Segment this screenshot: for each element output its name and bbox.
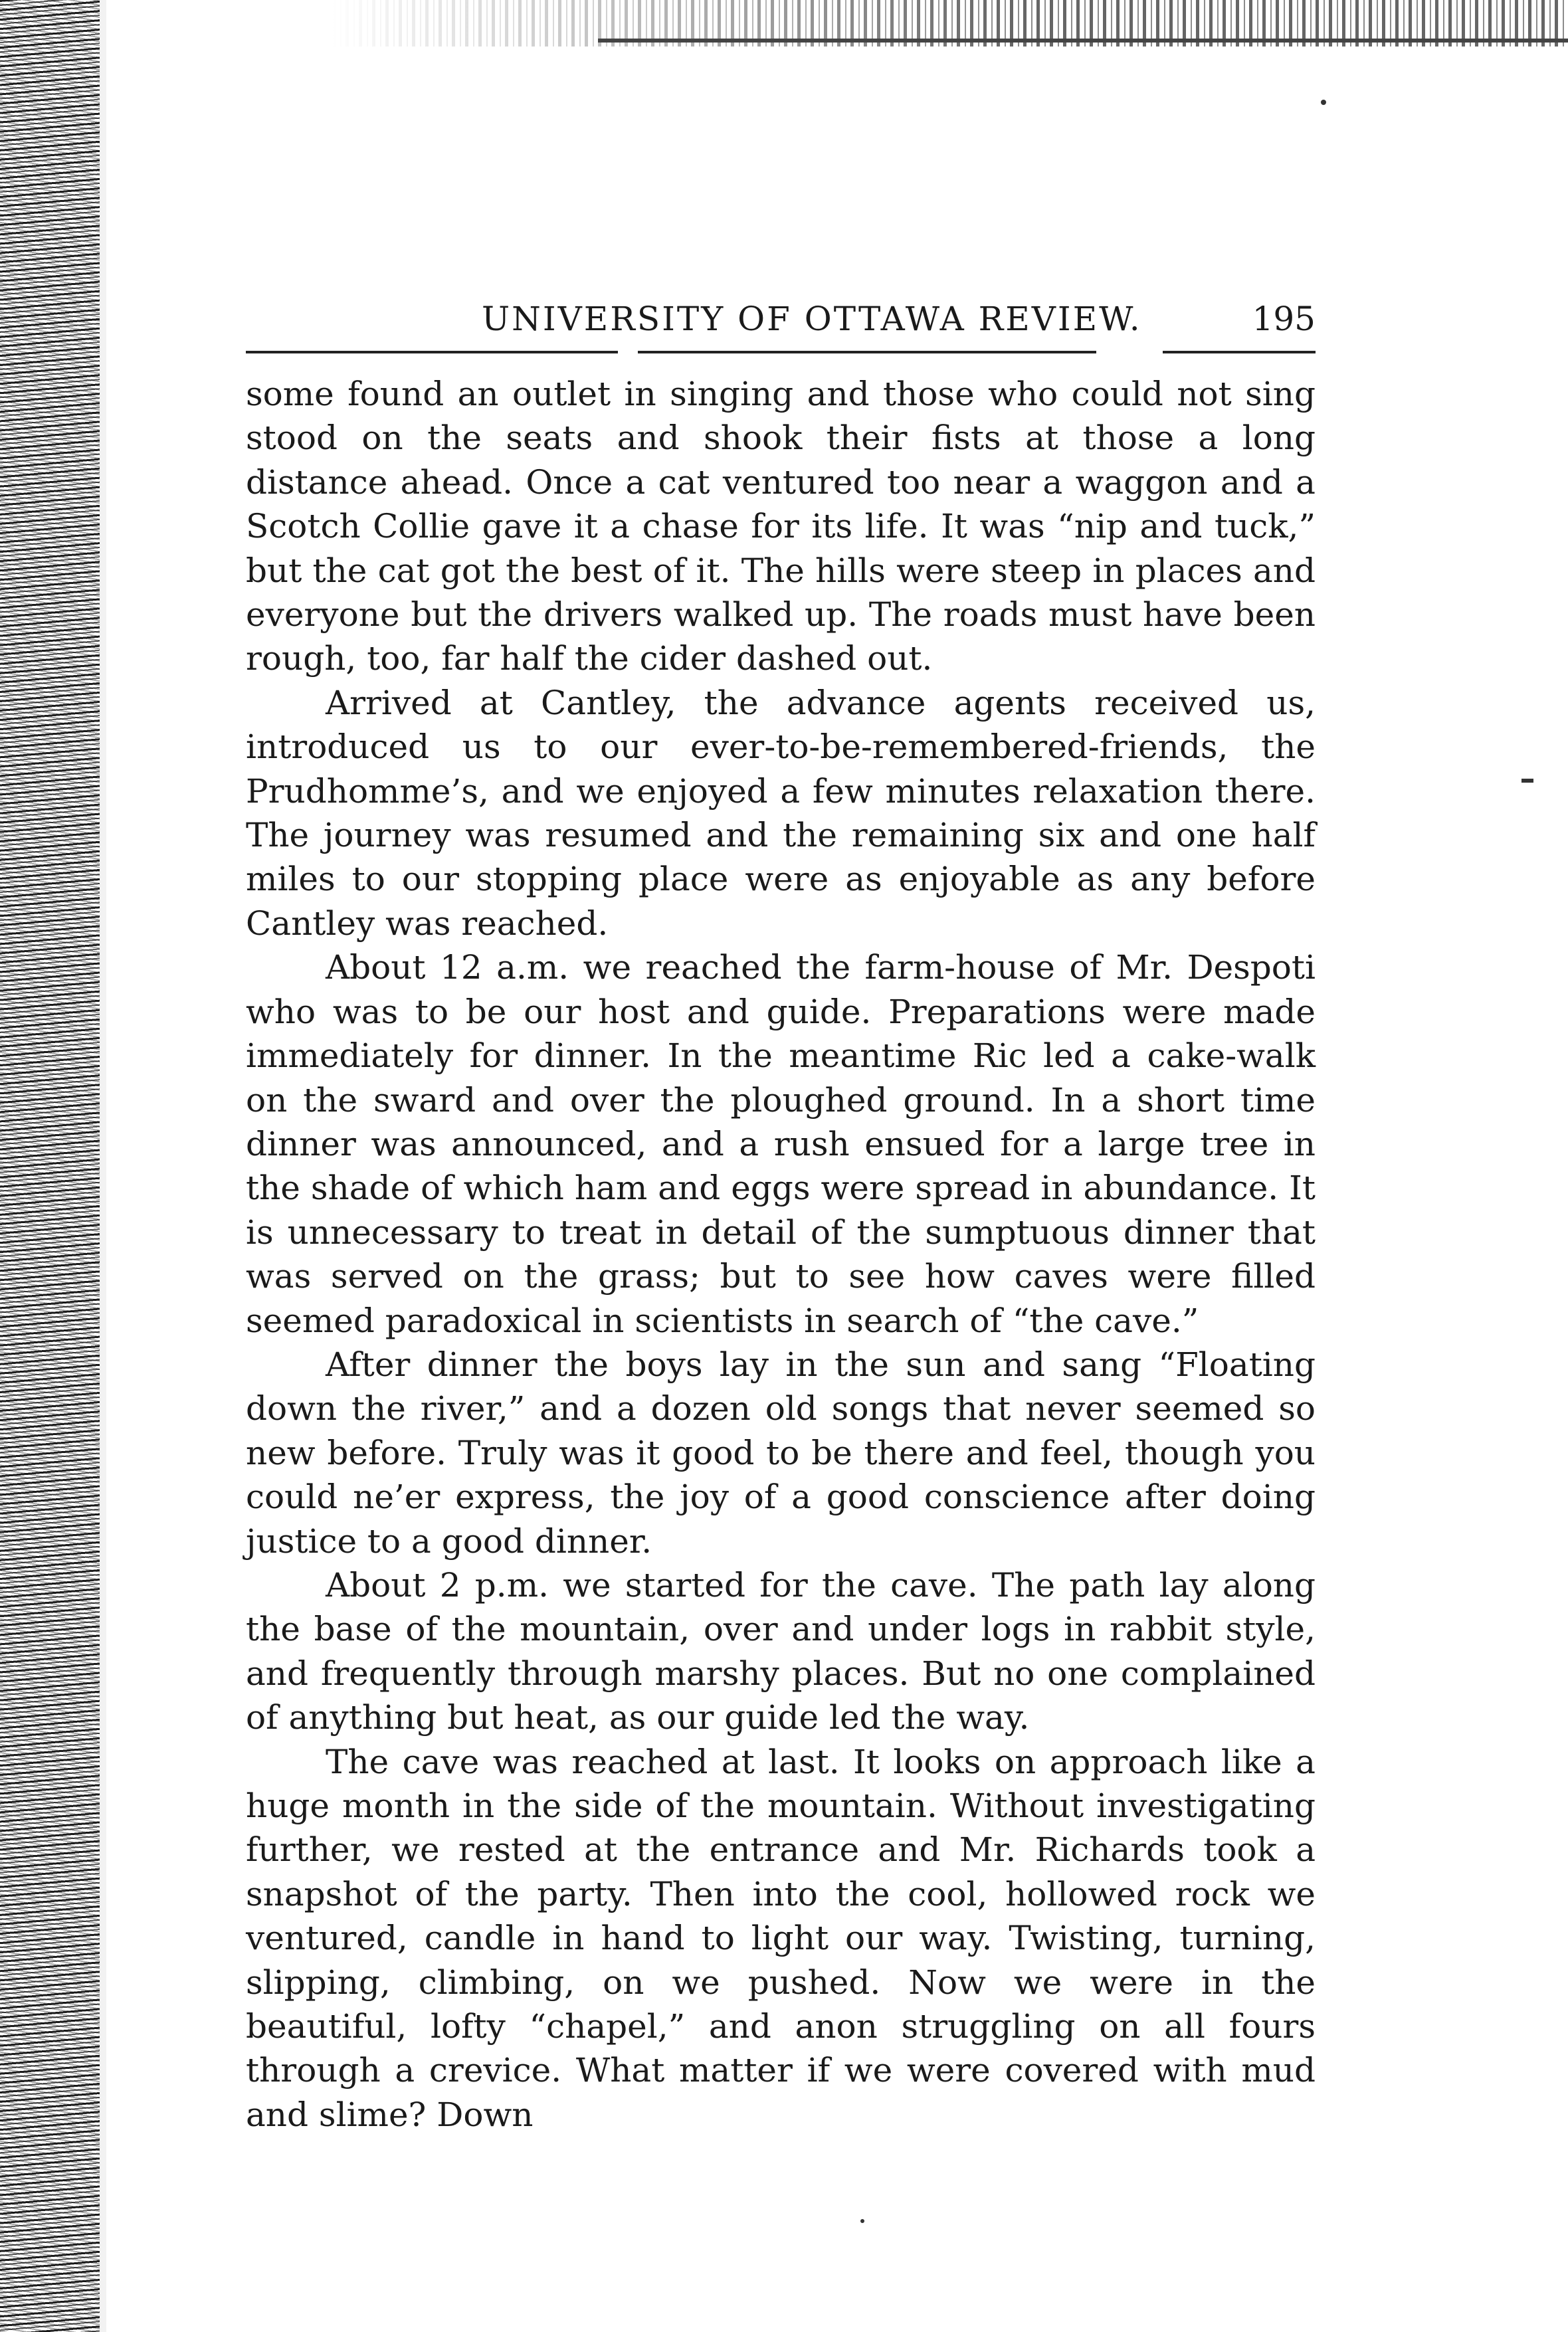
header-rule xyxy=(246,351,1316,353)
paragraph: About 2 p.m. we started for the cave. The path lay along the base of the mountain, over and under logs in rabbit style, and frequently through marshy places. But no one complained of anything but heat, as our guide led the way. xyxy=(246,1565,1316,1737)
scan-speck xyxy=(1521,779,1533,783)
page-number: 195 xyxy=(1252,300,1316,338)
paragraph: About 12 a.m. we reached the farm-house of Mr. Despoti who was to be our host and guide. Preparations were made immediately for dinner. In the meantime Ric led a cake-walk on the sward and over the ploughed ground. In a short time dinner was announced, and a rush ensued for a large tree in the shade of which ham and eggs were spread in abundance. It is unnecessary to treat in detail of the sumptuous dinner that was served on the grass; but to see how caves were filled seemed paradoxical in scientists in search of “the cave.” xyxy=(246,948,1316,1340)
paragraph: Arrived at Cantley, the advance agents received us, introduced us to our ever-to-be-remembered-friends, the Prudhomme’s, and we enjoyed a few minutes relaxation there. The journey was resumed and the remaining six and one half miles to our stopping place were as enjoyable as any before Cantley was reached. xyxy=(246,683,1316,943)
book-binding xyxy=(0,0,100,2332)
scan-speck xyxy=(860,2219,864,2223)
page-header xyxy=(246,282,1316,336)
paragraph: After dinner the boys lay in the sun and sang “Floating down the river,” and a dozen old songs that never seemed so new before. Truly was it good to be there and feel, though you could ne’er express, the joy of a good conscience after doing justice to a good dinner. xyxy=(246,1345,1316,1561)
running-head: UNIVERSITY OF OTTAWA REVIEW. xyxy=(482,300,1142,338)
binding-edge xyxy=(100,0,106,2332)
paragraph: The cave was reached at last. It looks on approach like a huge month in the side of the mountain. Without investigating further, we rested at the entrance and Mr. Richards took a snapshot of the party. Then into the cool, hollowed rock we ventured, candle in hand to light our way. Twisting, turning, slipping, climbing, on we pushed. Now we were in the beautiful, lofty “chapel,” and anon struggling on all fours through a crevice. What matter if we were covered with mud and slime? Down xyxy=(246,1742,1316,2134)
paragraph: some found an outlet in singing and those who could not sing stood on the seats and shook their fists at those a long distance ahead. Once a cat ventured too near a waggon and a Scotch Collie gave it a chase for its life. It was “nip and tuck,” but the cat got the best of it. The hills were steep in places and everyone but the drivers walked up. The roads must have been rough, too, far half the cider dashed out. xyxy=(246,375,1316,678)
top-edge-line xyxy=(598,39,1568,43)
scan-speck xyxy=(1321,100,1326,105)
body-text xyxy=(246,372,1316,2137)
